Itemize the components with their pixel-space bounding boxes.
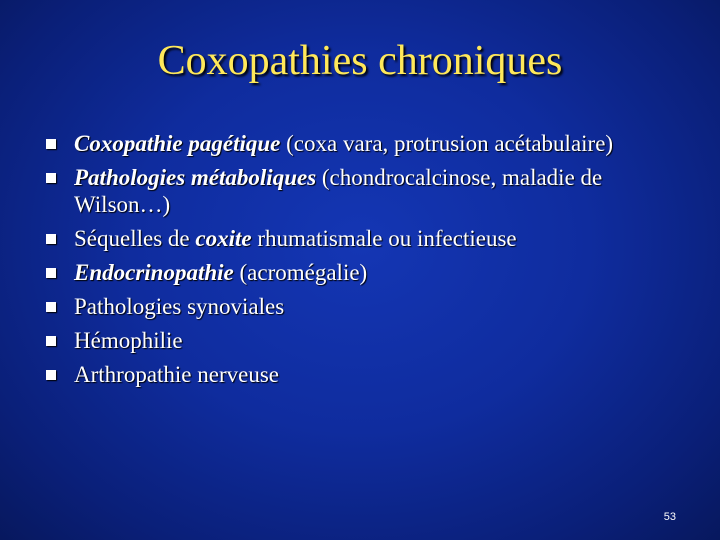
bullet-item-coxopathie-pagetique bbox=[44, 130, 684, 157]
bullet-text: Hémophilie bbox=[74, 328, 183, 353]
slide-title: Coxopathies chroniques bbox=[157, 38, 563, 84]
bullet-emphasis: Pathologies métaboliques bbox=[74, 165, 317, 190]
bullet-text: (acromégalie) bbox=[233, 260, 368, 285]
bullet-item-hemophilie bbox=[44, 327, 684, 354]
bullet-text: Arthropathie nerveuse bbox=[74, 362, 280, 387]
bullet-list bbox=[44, 130, 684, 395]
square-bullet-icon bbox=[46, 234, 56, 244]
bullet-text: (chondrocalcinose, maladie de Wilson…) bbox=[74, 165, 603, 217]
square-bullet-icon bbox=[46, 302, 56, 312]
bullet-text: rhumatismale ou infectieuse bbox=[251, 226, 517, 251]
square-bullet-icon bbox=[46, 139, 56, 149]
square-bullet-icon bbox=[46, 336, 56, 346]
bullet-item-endocrinopathie bbox=[44, 259, 684, 286]
bullet-emphasis: coxite bbox=[195, 226, 252, 251]
bullet-item-pathologies-synoviales bbox=[44, 293, 684, 320]
bullet-item-pathologies-metaboliques bbox=[44, 164, 684, 218]
bullet-text: Pathologies synoviales bbox=[74, 294, 285, 319]
square-bullet-icon bbox=[46, 173, 56, 183]
square-bullet-icon bbox=[46, 268, 56, 278]
slide-number: 53 bbox=[663, 511, 676, 523]
bullet-emphasis: Coxopathie pagétique bbox=[74, 131, 281, 156]
bullet-text-prefix: Séquelles de bbox=[74, 226, 196, 251]
bullet-item-arthropathie-nerveuse bbox=[44, 361, 684, 388]
bullet-item-sequelles-coxite bbox=[44, 225, 684, 252]
square-bullet-icon bbox=[46, 370, 56, 380]
bullet-text: (coxa vara, protrusion acétabulaire) bbox=[280, 131, 614, 156]
bullet-emphasis: Endocrinopathie bbox=[74, 260, 234, 285]
